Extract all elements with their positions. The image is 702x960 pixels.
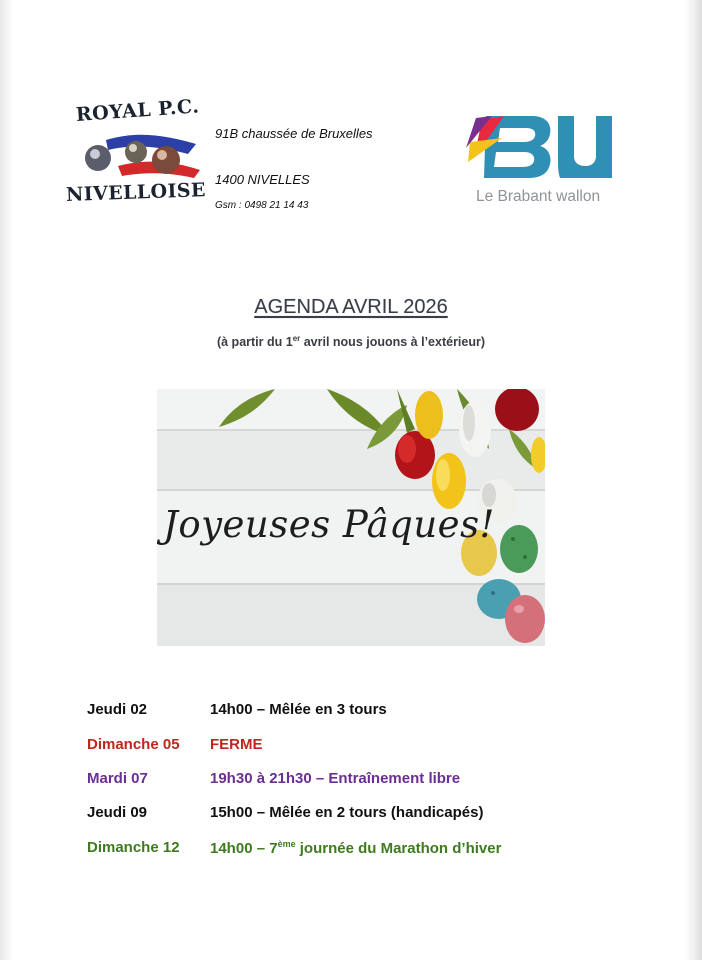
address-phone: Gsm : 0498 21 14 43 xyxy=(215,200,309,211)
event-description: 19h30 à 21h30 – Entraînement libre xyxy=(210,770,461,787)
petanque-balls-icon xyxy=(78,132,202,182)
club-logo xyxy=(62,95,207,218)
brabant-wallon-logo xyxy=(462,112,622,212)
event-day: Mardi 07 xyxy=(87,770,148,787)
event-day: Jeudi 02 xyxy=(87,701,148,718)
club-name-line1: ROYAL P.C. xyxy=(75,95,201,126)
easter-greeting: Joyeuses Pâques! xyxy=(163,503,495,546)
brabant-wallon-label: Le Brabant wallon xyxy=(476,188,601,205)
address-street: 91B chaussée de Bruxelles xyxy=(215,126,373,141)
agenda-title: AGENDA AVRIL 2026 xyxy=(254,296,448,318)
event-description: 15h00 – Mêlée en 2 tours (handicapés) xyxy=(210,804,484,821)
event-description: FERME xyxy=(210,736,263,753)
event-day: Dimanche 05 xyxy=(87,736,180,753)
address-city: 1400 NIVELLES xyxy=(215,172,310,187)
easter-image xyxy=(157,389,545,646)
event-description: 14h00 – Mêlée en 3 tours xyxy=(210,701,387,718)
bw-logo-icon xyxy=(462,112,622,184)
agenda-subtitle: (à partir du 1er avril nous jouons à l’extérieur) xyxy=(216,334,486,350)
event-day: Dimanche 12 xyxy=(87,839,180,856)
event-description: 14h00 – 7ème journée du Marathon d’hiver xyxy=(210,839,502,857)
club-name-line2: NIVELLOISE xyxy=(65,179,207,206)
event-day: Jeudi 09 xyxy=(87,804,148,821)
